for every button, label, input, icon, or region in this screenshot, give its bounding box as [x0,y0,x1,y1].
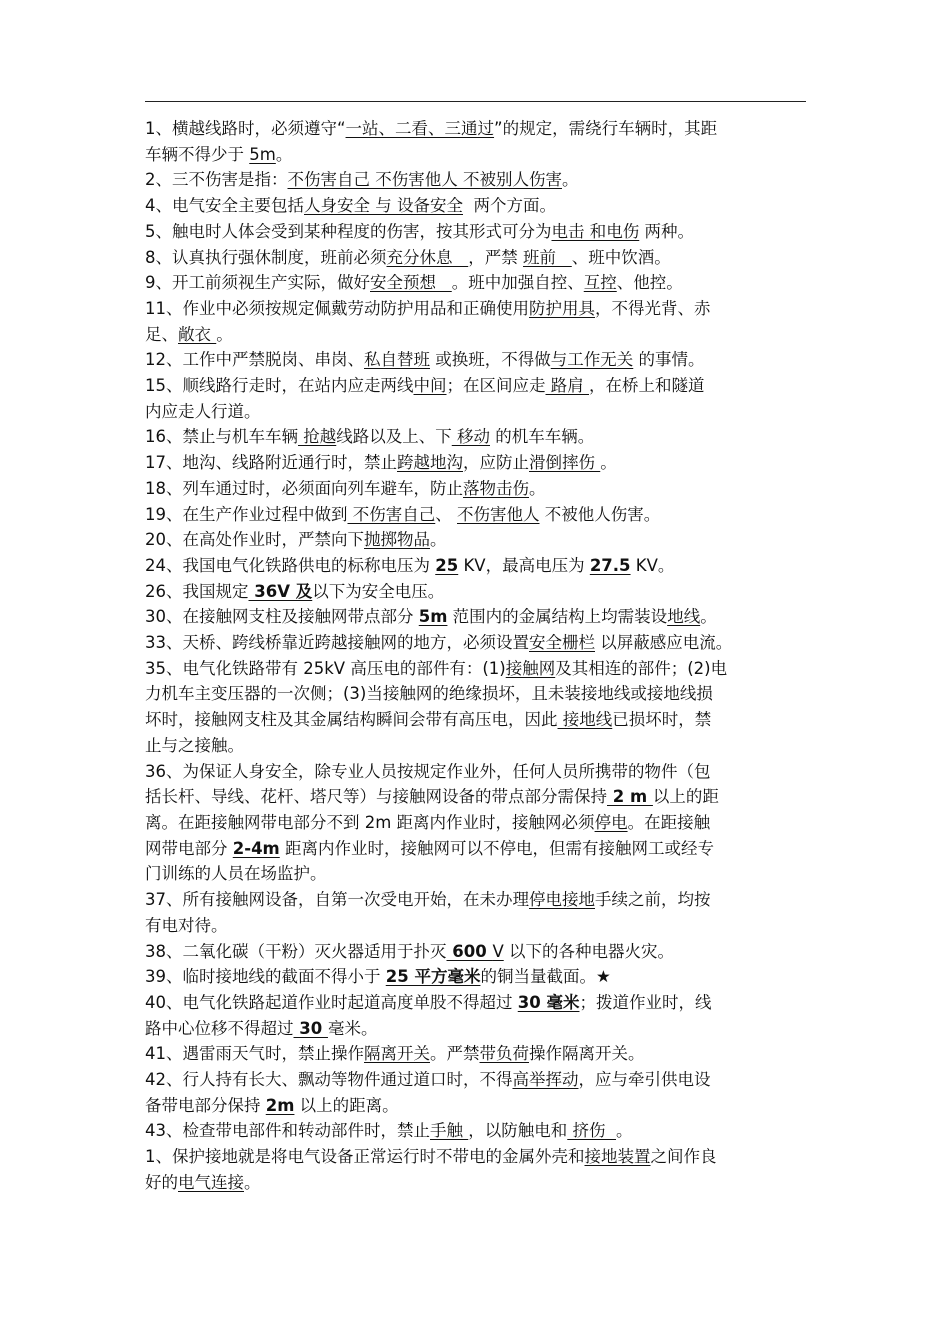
text-segment: 24、我国电气化铁路供电的标称电压为 [145,555,436,575]
text-line [145,1170,815,1196]
text-segment: 的机车车辆。 [490,427,595,447]
answer-blank: 私自替班 [364,350,430,370]
answer-blank: 停电接地 [529,890,595,910]
answer-blank: 不伤害自己 [347,504,436,524]
text-segment: 18、列车通过时，必须面向列车避车，防止 [145,478,463,498]
answer-blank: 敞衣 [178,324,217,344]
text-segment: 内应走人行道。 [145,401,261,421]
text-segment: 43、检查带电部件和转动部件时，禁止 [145,1121,430,1141]
answer-blank: 充分休息 [386,247,469,267]
answer-blank: 2-4m [232,838,280,858]
text-line [145,116,815,142]
text-segment: 以下的各种电器火灾。 [503,941,674,961]
text-line [145,630,815,656]
text-segment: ，以防触电和 [468,1121,568,1141]
answer-blank: 安全预想 [370,273,452,293]
text-segment: ，严禁 [468,247,523,267]
document-body [145,116,815,1196]
text-line [145,656,815,682]
text-line [145,245,815,271]
answer-blank: 27.5 [589,555,631,575]
text-segment: 。严禁 [430,1044,480,1064]
answer-blank: 挤伤 [567,1121,616,1141]
answer-blank: 5m [249,144,276,164]
text-line [145,142,815,168]
text-segment: 9、开工前须视生产实际，做好 [145,273,370,293]
text-segment: 15、顺线路行走时，在站内应走两线 [145,376,414,396]
answer-blank: 停电 [594,812,628,832]
answer-blank: 不伤害自己 不伤害他人 不被别人伤害 [287,170,562,190]
text-line [145,604,815,630]
answer-blank: 高举挥动 [512,1070,579,1090]
text-segment: 离。在距接触网带电部分不到 2m 距离内作业时，接触网必须 [145,812,595,832]
text-segment: 39、临时接地线的截面不得小于 [145,967,386,987]
answer-blank: 班前 [523,247,572,267]
text-line [145,450,815,476]
answer-blank: 人身安全 与 设备安全 [304,196,463,216]
text-segment: 8、认真执行强休制度，班前必须 [145,247,387,267]
text-segment: 有电对待。 [145,915,228,935]
text-segment: 1、保护接地就是将电气设备正常运行时不带电的金属外壳和 [145,1147,585,1167]
text-segment: 不被他人伤害。 [539,504,661,524]
answer-blank: 防护用具 [529,298,595,318]
answer-blank: 抛掷物品 [364,530,430,550]
text-segment: 足、 [145,324,178,344]
answer-blank: 一站、二看、三通过 [345,119,495,138]
text-segment: 4、电气安全主要包括 [145,196,304,216]
text-segment: 路中心位移不得超过 [145,1018,294,1038]
text-line [145,476,815,502]
text-segment: 42、行人持有长大、飘动等物件通过道口时，不得 [145,1070,513,1090]
text-line [145,579,815,605]
text-segment: 1、横越线路时，必须遵守“ [145,119,346,138]
answer-blank: 手触 [430,1121,469,1141]
text-segment: 35、电气化铁路带有 25kV 高压电的部件有：(1) [145,658,506,678]
answer-blank: 600 [446,941,493,961]
answer-blank: 不伤害他人 [457,504,540,524]
text-line [145,553,815,579]
answer-blank: 隔离开关 [364,1044,430,1064]
answer-blank: 2 m [607,787,653,807]
text-segment: 、他控。 [616,273,683,293]
answer-blank: 滑倒摔伤 [529,453,601,473]
answer-blank: 路肩 [545,376,589,396]
text-segment: 车辆不得少于 [145,144,250,164]
answer-blank: 25 平方毫米 [385,967,481,987]
text-segment: 12、工作中严禁脱岗、串岗、 [145,350,364,370]
text-segment: 38、二氧化碳（干粉）灭火器适用于扑灭 [145,941,447,961]
text-segment: ，应防止 [463,453,529,473]
text-line [145,193,815,219]
answer-blank: V [492,941,504,961]
answer-blank: 落物击伤 [463,478,529,498]
text-line [145,1093,815,1119]
text-segment: 好的 [145,1172,178,1192]
text-line [145,759,815,785]
answer-blank: 2m [265,1095,295,1115]
text-line [145,167,815,193]
text-line [145,707,815,733]
text-segment: 的铜当量截面。★ [480,967,611,987]
text-line [145,733,815,759]
header-rule [145,101,806,102]
text-segment: 。 [529,478,546,498]
text-segment: 距离内作业时，接触网可以不停电，但需有接触网工或经专 [279,838,715,858]
answer-blank: 接地装置 [584,1147,651,1167]
text-segment: 。 [616,1121,633,1141]
text-segment: 19、在生产作业过程中做到 [145,504,348,524]
text-segment: 41、遇雷雨天气时，禁止操作 [145,1044,364,1064]
text-segment: ；在区间应走 [446,376,546,396]
text-line [145,1016,815,1042]
text-line [145,527,815,553]
text-segment: 止与之接触。 [145,735,244,755]
text-line [145,964,815,990]
text-line [145,424,815,450]
answer-blank: 电气连接 [178,1172,244,1192]
text-segment: ，应与牵引供电设 [578,1070,711,1090]
answer-blank: 5m [418,607,448,627]
text-line [145,1118,815,1144]
answer-blank: 30 毫米 [517,992,580,1012]
answer-blank: 带负荷 [479,1044,529,1064]
text-line [145,887,815,913]
text-segment: 网带电部分 [145,838,233,858]
text-line [145,373,815,399]
text-segment: 以下为安全电压。 [312,581,445,601]
text-segment: 、班中饮酒。 [571,247,671,267]
text-segment: 11、作业中必须按规定佩戴劳动防护用品和正确使用 [145,298,529,318]
answer-blank: 抢越 [298,427,337,447]
text-segment: 以上的距 [652,787,719,807]
text-segment: 20、在高处作业时，严禁向下 [145,530,364,550]
answer-blank: 互控 [583,273,617,293]
answer-blank: 与工作无关 [550,350,634,370]
text-segment: 。 [275,144,293,164]
text-segment: 门训练的人员在场监护。 [145,864,327,884]
answer-blank: 移动 [451,427,490,447]
text-line [145,836,815,862]
text-segment: 36、为保证人身安全，除专业人员按规定作业外，任何人员所携带的物件（包 [145,761,711,781]
text-segment: 。 [430,530,447,550]
answer-blank: 30 [293,1018,328,1038]
text-segment: 。 [600,453,617,473]
answer-blank: 36V 及 [248,581,313,601]
text-segment: 17、地沟、线路附近通行时，禁止 [145,453,397,473]
text-segment: 操作隔离开关。 [529,1044,645,1064]
text-segment: 之间作良 [650,1147,717,1167]
text-segment: 线路以及上、下 [336,427,452,447]
text-segment: 以上的距离。 [294,1095,399,1115]
text-line [145,861,815,887]
text-line [145,322,815,348]
text-segment: 37、所有接触网设备，自第一次受电开始，在未办理 [145,890,529,910]
text-segment: 以屏蔽感应电流。 [595,633,733,653]
text-segment: 16、禁止与机车车辆 [145,427,298,447]
text-segment: 毫米。 [327,1018,378,1038]
text-segment: 已损坏时，禁 [612,710,712,730]
text-segment: KV。 [630,555,675,575]
text-segment: 。 [562,170,579,190]
text-line [145,270,815,296]
text-line [145,219,815,245]
text-segment: 及其相连的部件；(2)电 [555,658,728,678]
answer-blank: 电击 和电伤 [551,221,640,241]
text-segment: 备带电部分保持 [145,1095,266,1115]
text-line [145,399,815,425]
text-line [145,1067,815,1093]
text-segment: 33、天桥、跨线桥靠近跨越接触网的地方，必须设置 [145,633,529,653]
text-segment: 括长杆、导线、花杆、塔尺等）与接触网设备的带点部分需保持 [145,787,607,807]
answer-blank: 安全栅栏 [529,633,595,653]
text-segment: 。班中加强自控、 [451,273,584,293]
text-segment: 的事情。 [633,350,705,370]
text-segment: 两个方面。 [463,196,556,216]
text-segment: 2、三不伤害是指： [145,170,288,190]
text-segment: ”的规定，需绕行车辆时，其距 [494,119,718,138]
text-segment: KV，最高电压为 [458,555,590,575]
text-line [145,347,815,373]
text-segment: ；拨道作业时，线 [579,992,712,1012]
text-line [145,1041,815,1067]
text-segment: 坏时，接触网支柱及其金属结构瞬间会带有高压电，因此 [145,710,558,730]
text-segment: 两种。 [639,221,694,241]
answer-blank: 地线 [667,607,701,627]
answer-blank: 25 [435,555,459,575]
answer-blank: 跨越地沟 [397,453,463,473]
answer-blank: 中间 [413,376,447,396]
answer-blank: 接触网 [505,658,556,678]
text-segment: 。在距接触 [627,812,711,832]
text-segment: 。 [244,1172,261,1192]
text-segment: 。 [700,607,717,627]
text-line [145,784,815,810]
answer-blank: 接地线 [557,710,613,730]
text-line [145,1144,815,1170]
text-segment: 或换班，不得做 [430,350,551,370]
text-line [145,296,815,322]
text-line [145,990,815,1016]
text-segment: ，在桥上和隧道 [589,376,705,396]
text-segment: 范围内的金属结构上均需装设 [447,607,668,627]
text-segment: 40、电气化铁路起道作业时起道高度单股不得超过 [145,992,518,1012]
text-segment: 30、在接触网支柱及接触网带点部分 [145,607,419,627]
text-line [145,810,815,836]
text-segment: 5、触电时人体会受到某种程度的伤害，按其形式可分为 [145,221,552,241]
text-segment: 力机车主变压器的一次侧；(3)当接触网的绝缘损坏，且未装接地线或接地线损 [145,684,713,704]
text-segment: ，不得光背、赤 [595,298,711,318]
text-segment: 26、我国规定 [145,581,249,601]
text-line [145,502,815,528]
text-line [145,913,815,939]
text-segment: 、 [435,504,457,524]
text-line [145,939,815,965]
text-segment: 。 [216,324,233,344]
text-segment: 手续之前，均按 [595,890,711,910]
text-line [145,681,815,707]
